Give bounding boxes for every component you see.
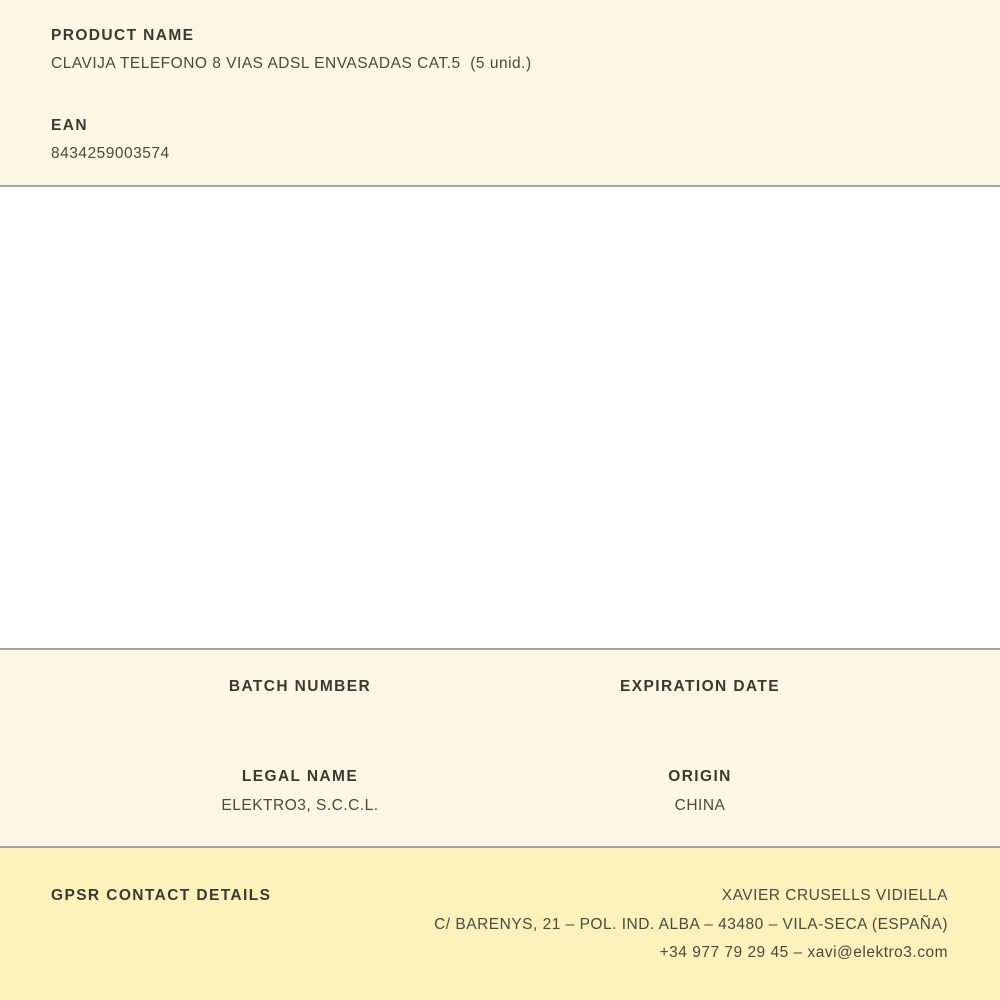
legal-name-value: ELEKTRO3, S.C.C.L.	[221, 797, 379, 814]
batch-number-label: BATCH NUMBER	[228, 678, 372, 695]
gpsr-contact-block	[434, 882, 948, 968]
gpsr-contact-label: GPSR CONTACT DETAILS	[51, 887, 272, 904]
details-row-batch-expiration	[100, 678, 900, 768]
gpsr-contact-section	[0, 848, 1000, 1000]
origin-label: ORIGIN	[668, 768, 732, 785]
gpsr-contact-phone-email: +34 977 79 29 45 – xavi@elektro3.com	[659, 944, 948, 961]
origin-value: CHINA	[674, 797, 726, 814]
origin-field	[500, 768, 900, 815]
gpsr-contact-person: XAVIER CRUSELLS VIDIELLA	[721, 887, 948, 904]
expiration-date-field	[500, 678, 900, 768]
ean-value: 8434259003574	[51, 145, 170, 162]
product-name-field	[51, 27, 950, 73]
details-row-legal-origin	[100, 768, 900, 815]
product-info-section	[0, 0, 1000, 185]
ean-label: EAN	[51, 117, 88, 134]
product-name-label: PRODUCT NAME	[51, 27, 195, 44]
batch-number-field	[100, 678, 500, 768]
legal-name-field	[100, 768, 500, 815]
expiration-date-label: EXPIRATION DATE	[620, 678, 780, 695]
gpsr-contact-address: C/ BARENYS, 21 – POL. IND. ALBA – 43480 – VILA-SECA (ESPAÑA)	[434, 915, 948, 933]
product-name-value: CLAVIJA TELEFONO 8 VIAS ADSL ENVASADAS CAT.5 (5 unid.)	[51, 55, 532, 72]
details-section	[0, 650, 1000, 846]
product-image-placeholder	[0, 187, 1000, 648]
ean-field	[51, 117, 950, 163]
legal-name-label: LEGAL NAME	[241, 768, 359, 785]
